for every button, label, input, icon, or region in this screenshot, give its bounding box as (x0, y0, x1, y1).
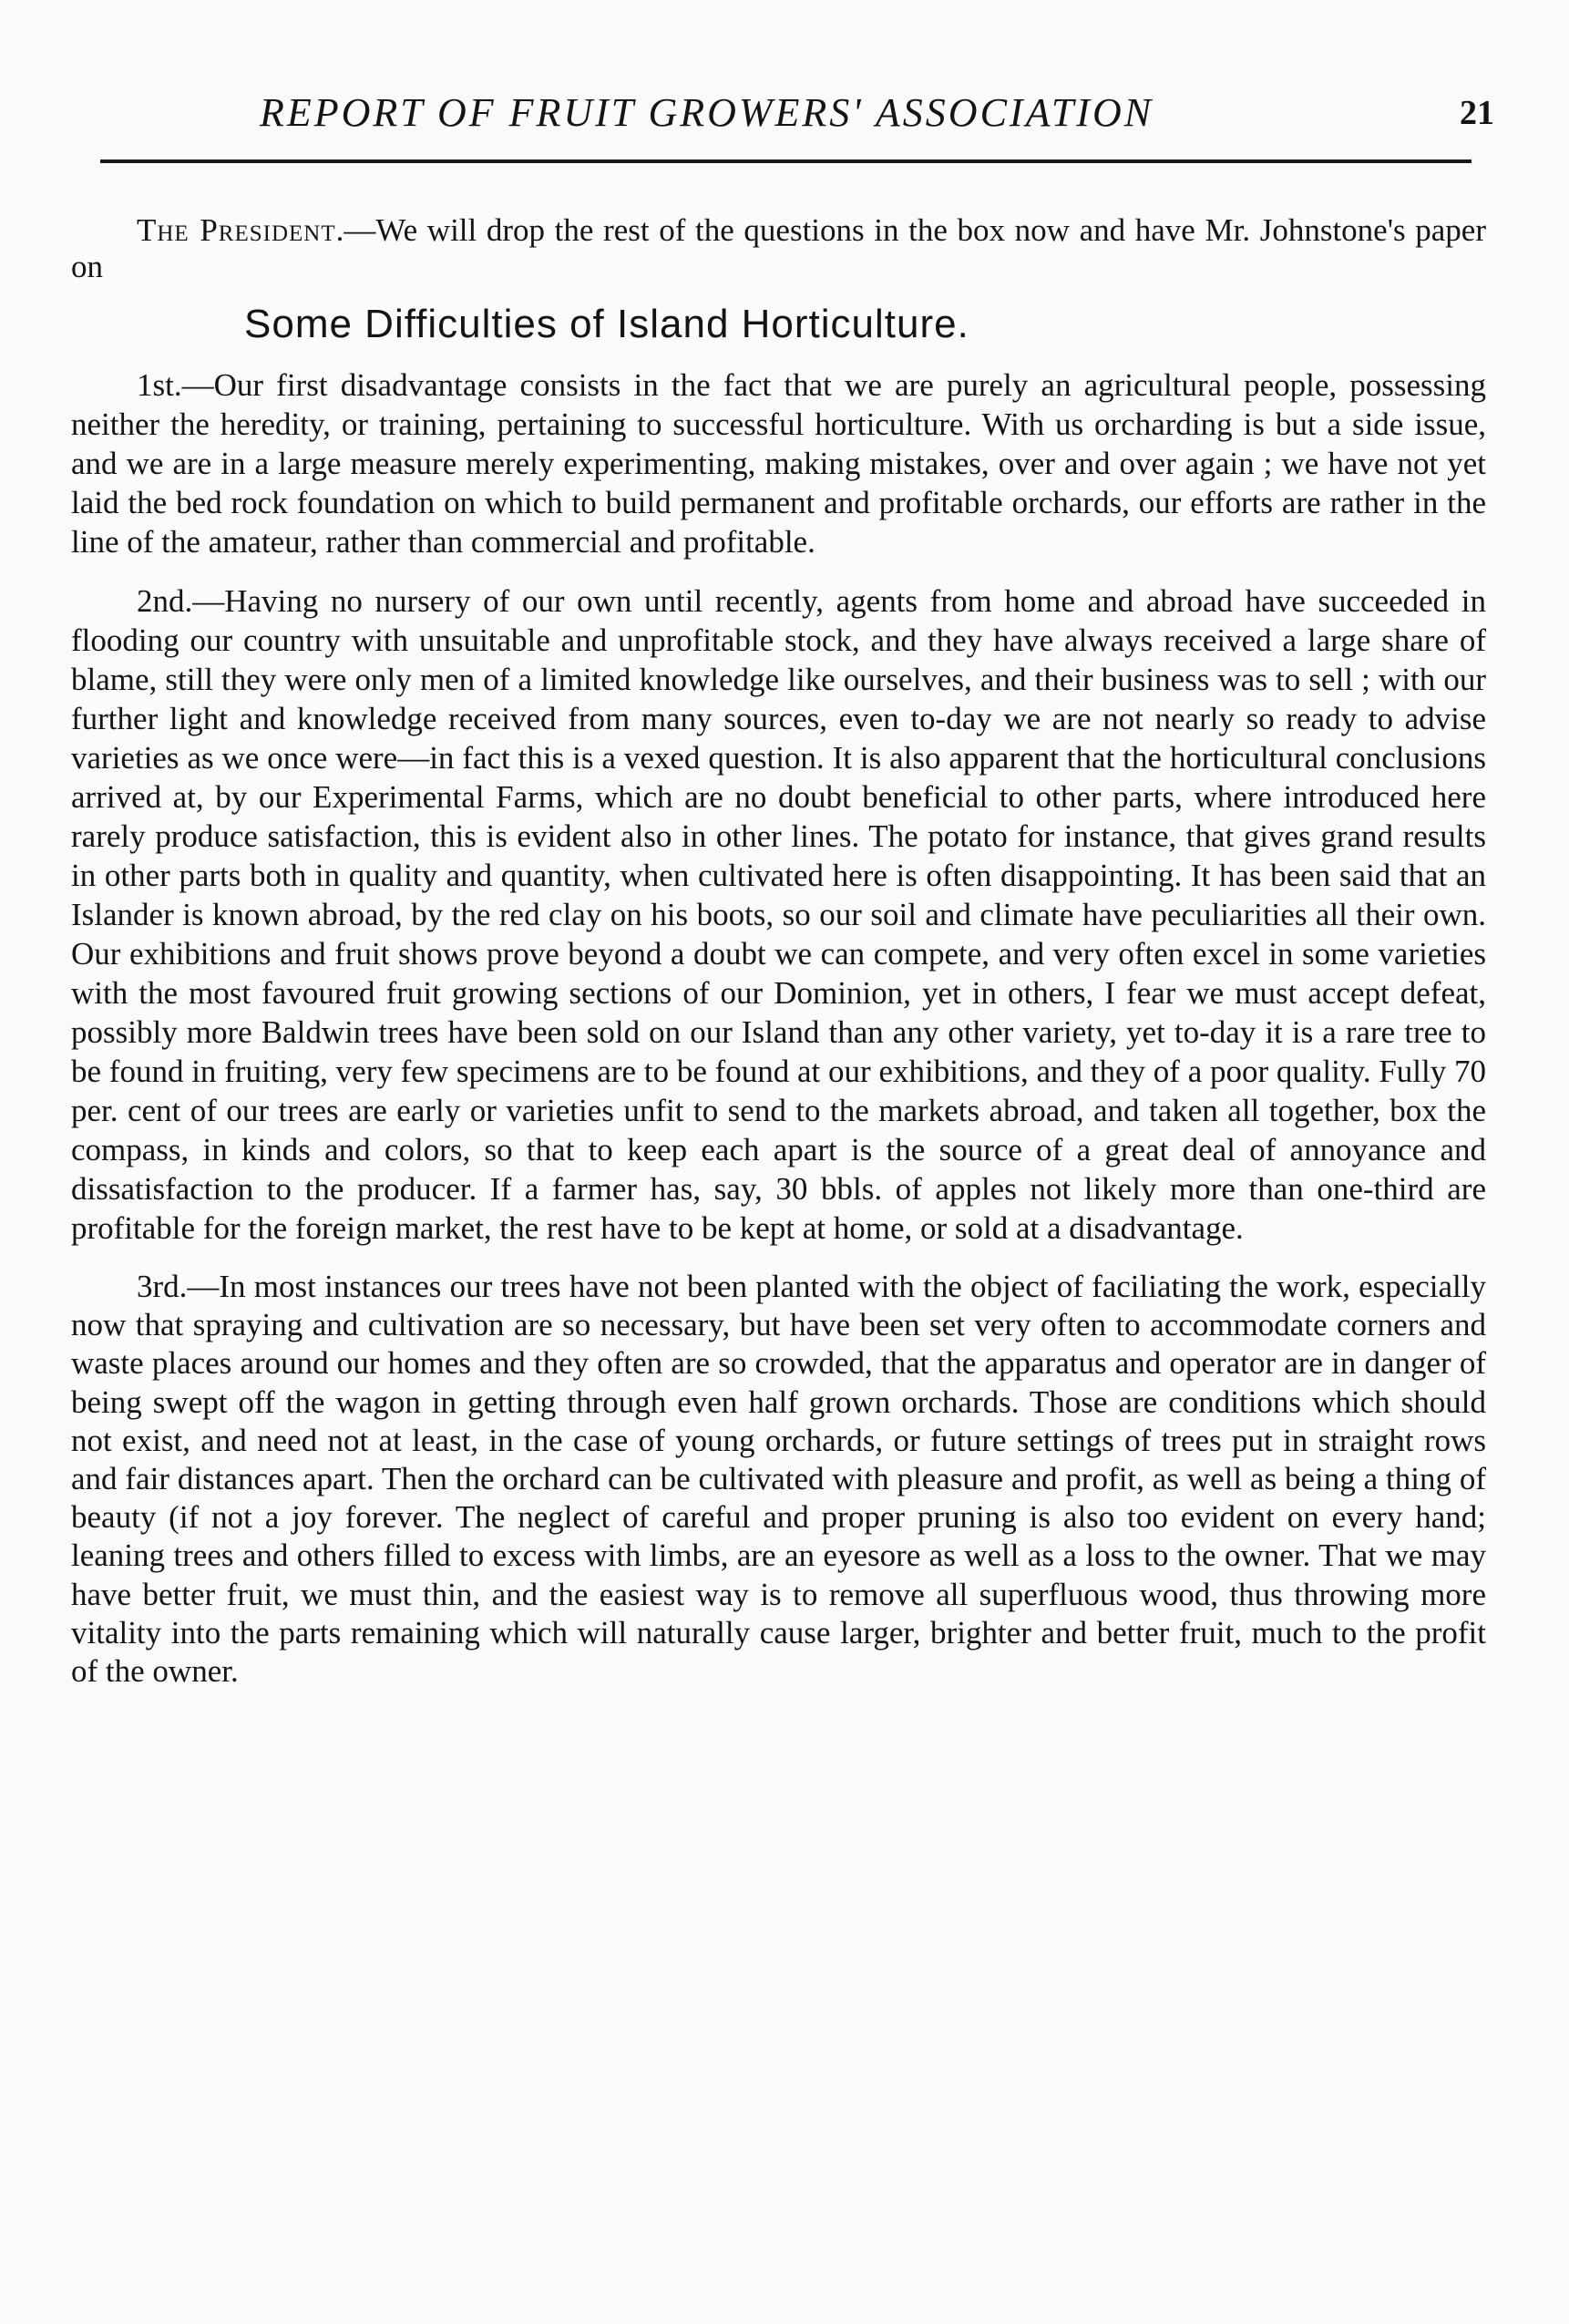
speaker-name: The President (137, 212, 336, 248)
running-title: REPORT OF FRUIT GROWERS' ASSOCIATION (260, 90, 1154, 135)
page-number: 21 (1460, 94, 1494, 132)
article-title: Some Difficulties of Island Horticulture. (244, 302, 969, 346)
intro-paragraph (71, 212, 1486, 285)
paragraph-second-difficulty: 2nd.—Having no nursery of our own until recently, agents from home and abroad have succeeded in flooding our country with unsuitable and unprofitable stock, and they have always received a large share of blame, still they were only men of a limited knowledge like ourselves, and their business was to sell ; with our further light and knowledge received from many sources, even to-day we are not nearly so ready to advise varieties as we once were—in fact this is a vexed question. It is also apparent that the horticultural conclusions arrived at, by our Experimental Farms, which are no doubt beneficial to other parts, where introduced here rarely produce satisfaction, this is evident also in other lines. The potato for instance, that gives grand results in other parts both in quality and quantity, when cultivated here is often disappointing. It has been said that an Islander is known abroad, by the red clay on his boots, so our soil and climate have peculiarities all their own. Our exhibitions and fruit shows prove beyond a doubt we can compete, and very often excel in some varieties with the most favoured fruit growing sections of our Dominion, yet in others, I fear we must accept defeat, possibly more Baldwin trees have been sold on our Island than any other variety, yet to-day it is a rare tree to be found in fruiting, very few specimens are to be found at our exhibitions, and they of a poor quality. Fully 70 per. cent of our trees are early or varieties unfit to send to the markets abroad, and taken all together, box the compass, in kinds and colors, so that to keep each apart is the source of a great deal of annoyance and dissatisfaction to the producer. If a farmer has, say, 30 bbls. of apples not likely more than one-third are profitable for the foreign market, the rest have to be kept at home, or sold at a disadvantage. (71, 583, 1486, 1246)
paragraph-first-difficulty: 1st.—Our first disadvantage consists in the fact that we are purely an agricultural people, possessing neither the heredity, or training, pertaining to successful horticulture. With us orcharding is but a side issue, and we are in a large measure merely experimenting, making mistakes, over and over again ; we have not yet laid the bed rock foundation on which to build permanent and profitable orchards, our efforts are rather in the line of the amateur, rather than commercial and profitable. (71, 367, 1486, 560)
page-body (71, 212, 1486, 1711)
intro-text: .—We will drop the rest of the questions in the box now and have Mr. Johnstone's paper on (71, 212, 1486, 284)
header-rule (100, 159, 1472, 163)
paragraph-third-difficulty: 3rd.—In most instances our trees have not been planted with the object of faciliating the work, especially now that spraying and cultivation are so necessary, but have been set very often to accommodate corners and waste places around our homes and they often are so crowded, that the apparatus and operator are in danger of being swept off the wagon in getting through even half grown orchards. Those are conditions which should not exist, and need not at least, in the case of young orchards, or future settings of trees put in straight rows and fair distances apart. Then the orchard can be cultivated with pleasure and profit, as well as being a thing of beauty (if not a joy forever. The neglect of careful and proper pruning is also too evident on every hand; leaning trees and others filled to excess with limbs, are an eyesore as well as a loss to the owner. That we may have better fruit, we must thin, and the easiest way is to remove all superfluous wood, thus throwing more vitality into the parts remaining which will naturally cause larger, brighter and better fruit, much to the profit of the owner. (71, 1269, 1486, 1690)
page-header (260, 89, 1494, 144)
